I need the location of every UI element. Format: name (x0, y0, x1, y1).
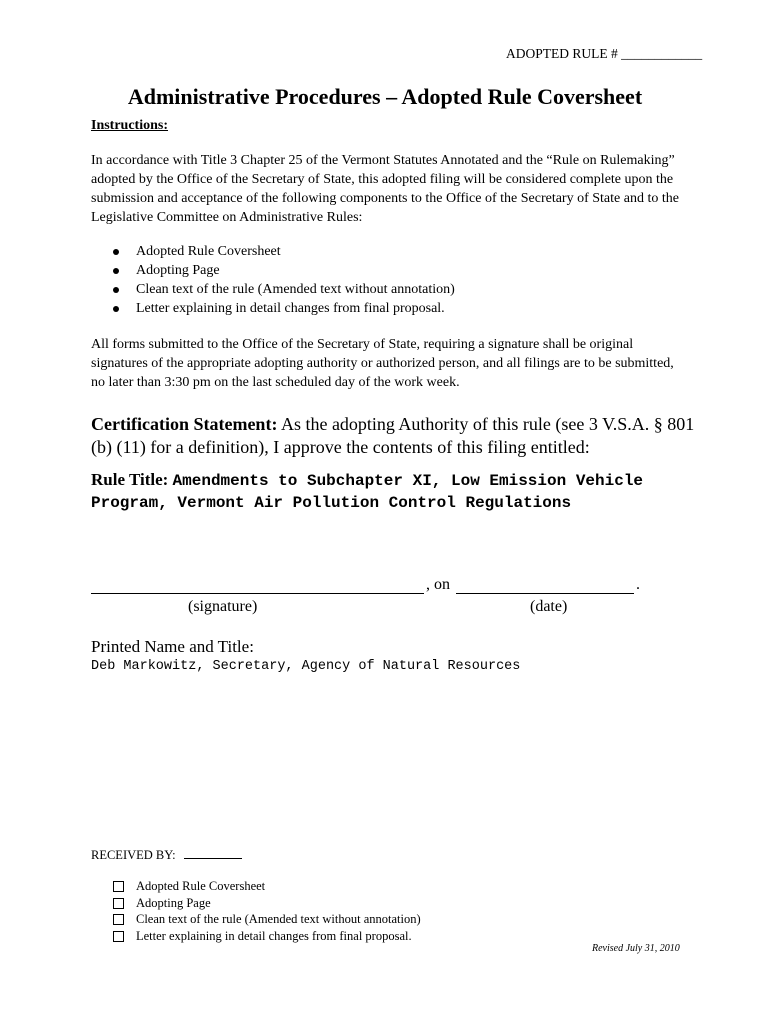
checklist-item: Adopting Page (113, 895, 421, 912)
checkbox[interactable] (113, 898, 124, 909)
signature-label: (signature) (188, 598, 258, 615)
adopted-rule-number: ADOPTED RULE # ____________ (506, 46, 703, 61)
list-item: Adopting Page (91, 261, 455, 280)
bullet-icon (113, 306, 119, 312)
list-item: Letter explaining in detail changes from final proposal. (91, 299, 455, 318)
bullet-icon (113, 249, 119, 255)
rule-title (91, 469, 711, 514)
date-label: (date) (530, 598, 568, 615)
components-list (91, 242, 455, 318)
instructions-paragraph-1: In accordance with Title 3 Chapter 25 of the Vermont Statutes Annotated and the “Rule on Rulemaking” adopted by the Office of the Secretary of State, this adopted filing will be considered complete upon the submission and acceptance of the following components to the Office of the Secretary of State and to the Legislative Committee on Administrative Rules: (91, 153, 679, 225)
signature-line[interactable] (91, 593, 424, 594)
date-line[interactable] (456, 593, 634, 594)
rule-title-value: Amendments to Subchapter XI, Low Emission Vehicle Program, Vermont Air Pollution Control Regulations (91, 472, 644, 512)
certification-statement (91, 413, 711, 459)
certification-text: As the adopting Authority of this rule (see 3 V.S.A. § 801 (b) (11) for a definition), I approve the contents of this filing entitled: (91, 414, 695, 457)
printed-name-label: Printed Name and Title: (91, 637, 254, 656)
received-checklist (113, 878, 421, 944)
rule-title-label: Rule Title: (91, 470, 173, 489)
certification-label: Certification Statement: (91, 414, 278, 434)
revised-date: Revised July 31, 2010 (592, 943, 680, 954)
received-by-line[interactable] (184, 848, 242, 859)
checklist-item: Adopted Rule Coversheet (113, 878, 421, 895)
list-item: Clean text of the rule (Amended text without annotation) (91, 280, 455, 299)
checkbox[interactable] (113, 881, 124, 892)
bullet-icon (113, 268, 119, 274)
received-by-label: RECEIVED BY: (91, 848, 176, 862)
bullet-icon (113, 287, 119, 293)
printed-name-value: Deb Markowitz, Secretary, Agency of Natural Resources (91, 659, 521, 674)
checklist-item: Clean text of the rule (Amended text without annotation) (113, 911, 421, 928)
date-period: . (636, 576, 640, 593)
received-by (91, 848, 242, 863)
checkbox[interactable] (113, 931, 124, 942)
list-item: Adopted Rule Coversheet (91, 242, 455, 261)
checkbox[interactable] (113, 914, 124, 925)
on-text: , on (426, 576, 450, 593)
instructions-paragraph-2: All forms submitted to the Office of the Secretary of State, requiring a signature shall be original signatures of the appropriate adopting authority or authorized person, and all filings are to be submitted, no later than 3:30 pm on the last scheduled day of the work week. (91, 337, 674, 390)
page-title: Administrative Procedures – Adopted Rule Coversheet (127, 84, 643, 109)
instructions-heading: Instructions: (91, 118, 169, 133)
checklist-item: Letter explaining in detail changes from final proposal. (113, 928, 421, 945)
